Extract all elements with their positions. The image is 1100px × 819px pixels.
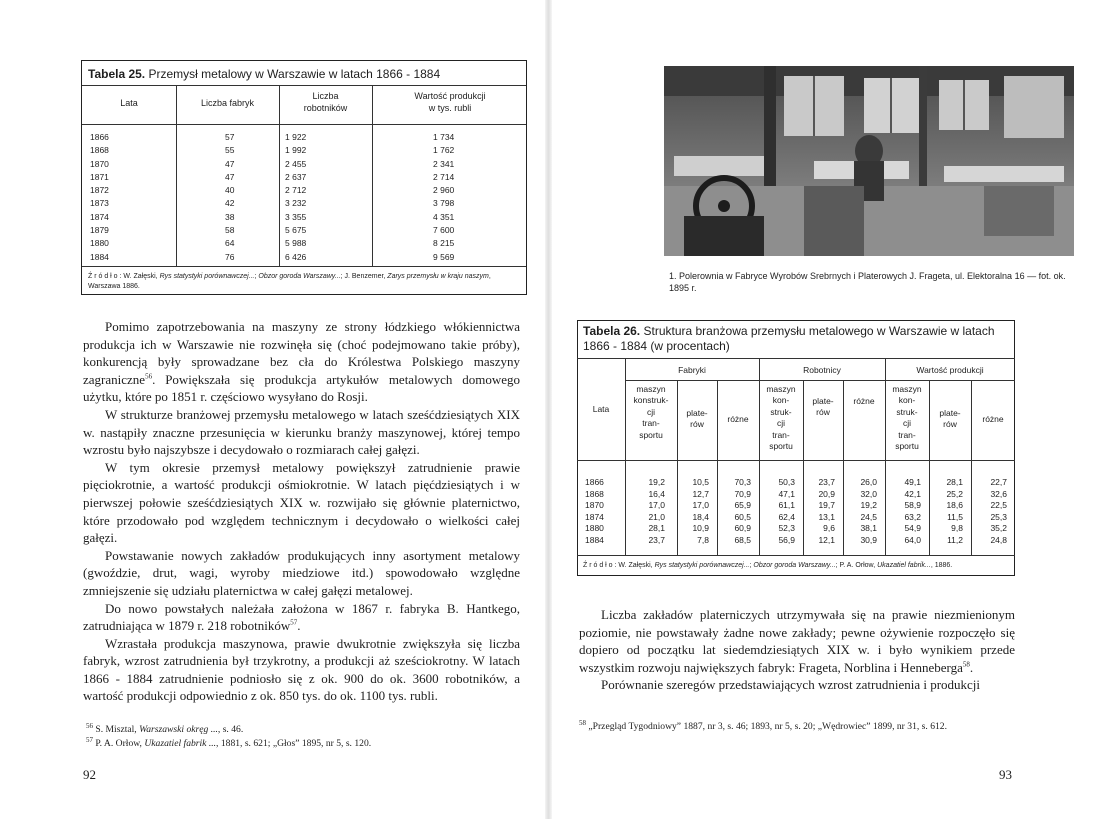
left-body-text	[83, 318, 520, 705]
footnote-number: 57	[86, 735, 93, 744]
source-text: Ź r ó d ł o : W. Załęski,	[583, 562, 655, 569]
footnote-text: , 1881, s. 621; „Głos” 1895, nr 5, s. 120.	[216, 738, 372, 749]
table-25-wartosc-values: 1 734 1 762 2 341 2 714 2 960 3 798 4 351 7 600 8 215 9 569	[433, 132, 455, 262]
table-26-rule-bottom	[577, 555, 1015, 556]
footnote-text: S. Misztal,	[93, 724, 140, 735]
footnote-text: „Przegląd Tygodniowy” 1887, nr 3, s. 46; 1893, nr 5, s. 20; „Wędrowiec” 1899, nr 31, s. 612.	[586, 721, 947, 732]
table-26-values-col: 26,0 32,0 19,2 24,5 38,1 30,9	[860, 477, 877, 545]
paragraph: W strukturze branżowej przemysłu metalowego w latach sześćdziesiątych XIX w. nastąpiły znaczne przesunięcia w kierunku branży maszynowej, której tempo wzrostu było najszybsze i decydowało o rozmiarach całej gałęzi.	[83, 406, 520, 458]
table-25-rule-top	[82, 85, 526, 86]
source-title: Rys statystyki porównawczej...	[159, 273, 255, 280]
source-text: ;	[749, 562, 754, 569]
footnote-57	[86, 737, 526, 751]
table-26-header-platerow: plate- rów	[812, 396, 834, 418]
table-26-values-col: 19,2 16,4 17,0 21,0 28,1 23,7	[648, 477, 665, 545]
footnote-56	[86, 723, 526, 737]
footnote-title: Ukazatiel fabrik ...	[144, 738, 217, 749]
table-26-title-text: Struktura branżowa przemysłu metalowego w Warszawie w latach 1866 - 1884 (w procentach)	[583, 324, 995, 353]
left-footnotes	[86, 723, 526, 751]
table-26-header-rozne: różne	[727, 414, 749, 424]
photo-caption: 1. Polerownia w Fabryce Wyrobów Srebrnych i Platerowych J. Frageta, ul. Elektoralna 16 — fot. ok. 1895 r.	[669, 271, 1066, 293]
table-25-header-fabryk: Liczba fabryk	[200, 98, 255, 108]
table-26-rule-top	[577, 358, 1015, 359]
paragraph	[83, 318, 520, 406]
table-26-header-maszyn: maszyn kon- struk- cji tran- sportu	[892, 384, 922, 452]
source-text: ; J. Benzemer,	[340, 273, 388, 280]
table-25-header-wartosc	[372, 90, 528, 114]
table-26-header-lata: Lata	[592, 404, 610, 414]
right-footnotes	[579, 720, 1015, 734]
table-25-fabryk-values: 57 55 47 47 40 42 38 58 64 76	[225, 132, 235, 262]
paragraph-text: .	[297, 618, 301, 634]
table-25-header-robotnikow-line2: robotników	[303, 103, 348, 113]
footnote-ref[interactable]: 56	[145, 372, 153, 381]
footnote-ref[interactable]: 58	[962, 660, 970, 669]
table-26-title	[583, 324, 1013, 354]
paragraph: W tym okresie przemysł metalowy powiększył zatrudnienie prawie pięciokrotnie, a wartość produkcji ośmiokrotnie. W latach pięćdziesiątych i w pierwszej połowie sześćdziesiątych XIX w. rozwijało się głównie platernictwo, które przodowało pod względem technicznym i decydowało o wielkości całej gałęzi.	[83, 459, 520, 546]
table-25-rule-bottom	[82, 266, 526, 267]
table-26-values-col: 50,3 47,1 61,1 62,4 52,3 56,9	[778, 477, 795, 545]
page-number: 92	[83, 767, 96, 782]
source-title: Zarys przemysłu w kraju naszym	[387, 273, 489, 280]
table-25-header-lata: Lata	[120, 98, 138, 108]
page-number: 93	[999, 767, 1012, 782]
table-25	[81, 60, 527, 295]
table-26-values-col: 10,5 12,7 17,0 18,4 10,9 7,8	[692, 477, 709, 545]
table-26-rule-group	[625, 380, 1015, 381]
paragraph-text: .	[969, 659, 974, 675]
table-26-group-robotnicy: Robotnicy	[803, 365, 841, 375]
left-page	[0, 0, 549, 819]
table-25-header-robotnikow	[279, 90, 372, 114]
table-26-group-wartosc: Wartość produkcji	[916, 365, 984, 375]
table-25-title-text: Przemysł metalowy w Warszawie w latach 1866 - 1884	[148, 67, 441, 81]
source-text: , 1886.	[930, 562, 953, 569]
table-25-years: 1866 1868 1870 1871 1872 1873 1874 1879 1880 1884	[90, 132, 109, 262]
table-25-robotnikow-values: 1 922 1 992 2 455 2 637 2 712 3 232 3 355 5 675 5 988 6 426	[285, 132, 307, 262]
paragraph: Powstawanie nowych zakładów produkujących inny asortyment metalowy (gwoździe, drut, wagi, wyroby miedziowe itd.) spowodowało względne zmniejszenie się udziału platernictwa w całej gałęzi metalowej.	[83, 547, 520, 598]
source-title: Obzor goroda Warszawy...	[258, 273, 341, 280]
table-26-header-maszyn: maszyn konstruk- cji tran- sportu	[633, 384, 669, 440]
workshop-photo	[664, 66, 1074, 256]
footnote-text: , s. 46.	[217, 724, 244, 735]
source-title: Obzor goroda Warszawy...	[753, 562, 836, 569]
table-26-values-col: 49,1 42,1 58,9 63,2 54,9 64,0	[904, 477, 921, 545]
paragraph: Wzrastała produkcja maszynowa, prawie dwukrotnie zwiększyła się liczba fabryk, wzrost zatrudnienia był trzykrotny, a produkcji aż sześciokrotny. W latach 1866 - 1884 zatrudnienie podniosło się z ok. 900 do ok. 3600 robotników, a wartość produkcji odpowiednio z ok. 850 tys. do ok. 1100 tys. rubli.	[83, 635, 520, 704]
footnote-number: 58	[579, 718, 586, 727]
workshop-photo-image	[664, 66, 1074, 256]
table-26-header-rozne: różne	[982, 414, 1004, 424]
source-title: Ukazatiel fabrik...	[877, 562, 931, 569]
table-26-rule-header	[577, 460, 1015, 461]
table-25-title	[88, 67, 440, 81]
table-26-header-rozne: różne	[853, 396, 875, 406]
table-26-values-col: 23,7 20,9 19,7 13,1 9,6 12,1	[818, 477, 835, 545]
table-25-rule-header	[82, 124, 526, 125]
table-25-header-robotnikow-line1: Liczba	[312, 91, 339, 101]
paragraph-text: Do nowo powstałych należała założona w 1867 r. fabryka B. Hantkego, zatrudniająca w 1879 r. 218 robotników	[83, 600, 520, 634]
source-text: , Warszawa 1886.	[88, 273, 491, 290]
source-text: ; P. A. Orłow,	[835, 562, 878, 569]
source-text: Ź r ó d ł o : W. Załęski,	[88, 273, 160, 280]
table-25-label: Tabela 25.	[88, 67, 146, 81]
source-title: Rys statystyki porównawczej...	[654, 562, 750, 569]
table-26	[577, 320, 1017, 582]
right-body-text	[579, 606, 1015, 694]
right-page	[549, 0, 1100, 819]
table-26-values-col: 22,7 32,6 22,5 25,3 35,2 24,8	[990, 477, 1007, 545]
table-25-header-wartosc-line2: w tys. rubli	[428, 103, 472, 113]
table-26-header-platerow: plate- rów	[939, 408, 961, 430]
paragraph	[83, 600, 520, 635]
table-26-header-maszyn: maszyn kon- struk- cji tran- sportu	[766, 384, 796, 452]
table-26-values-col: 70,3 70,9 65,9 60,5 60,9 68,5	[734, 477, 751, 545]
paragraph-text: Pomimo zapotrzebowania na maszyny ze strony łódzkiego włókiennictwa produkcja ich w Warszawie nie rozwinęła się (choć podejmowano takie próby), konkurencją były sprowadzane bez cła do Królestwa Polskiego maszyny zagraniczne	[83, 319, 520, 387]
footnote-ref[interactable]: 57	[290, 618, 298, 627]
table-26-values-col: 28,1 25,2 18,6 11,5 9,8 11,2	[946, 477, 963, 545]
footnote-number: 56	[86, 721, 93, 730]
table-26-header-platerow: plate- rów	[686, 408, 708, 430]
paragraph	[579, 606, 1015, 676]
footnote-text: P. A. Orłow,	[93, 738, 145, 749]
source-text: ;	[254, 273, 259, 280]
paragraph-text: Liczba zakładów platerniczych utrzymywała się na prawie niezmienionym poziomie, nie powstawały żadne nowe zakłady; pewne ożywienie rozpoczęło się dopiero od początku lat siedemdziesiątych XIX w. i było wynikiem przede wszystkim rozwoju największych fabryk: Frageta, Norblina i Henneberga	[579, 607, 1015, 675]
footnote-title: Warszawski okręg ...	[139, 724, 218, 735]
table-25-col-rule	[176, 85, 177, 266]
table-26-group-fabryki: Fabryki	[678, 365, 706, 375]
paragraph: Porównanie szeregów przedstawiających wzrost zatrudnienia i produkcji	[601, 677, 981, 693]
table-25-source	[88, 272, 524, 292]
table-26-label: Tabela 26.	[583, 324, 641, 338]
table-26-source	[583, 561, 1013, 571]
table-26-years: 1866 1868 1870 1874 1880 1884	[585, 477, 604, 545]
footnote-58	[579, 720, 1015, 734]
paragraph-text: . Powiększała się produkcja artykułów metalowych domowego użytku, które po 1851 r. częściowo wysyłano do Rosji.	[83, 371, 520, 405]
table-25-header-wartosc-line1: Wartość produkcji	[414, 91, 486, 101]
